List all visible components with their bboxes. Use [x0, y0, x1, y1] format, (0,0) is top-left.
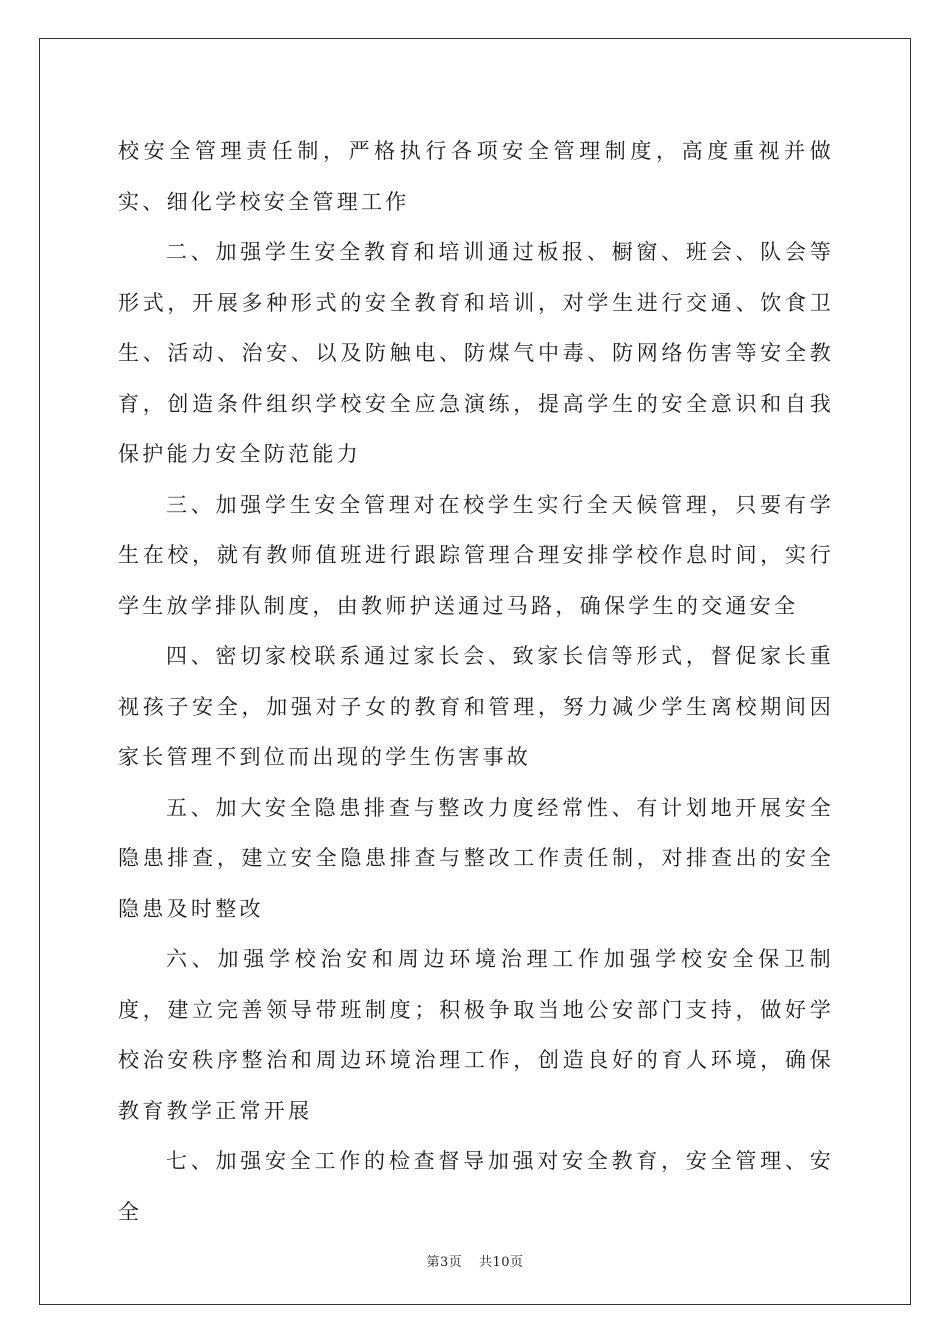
paragraph-2: 二、加强学生安全教育和培训通过板报、橱窗、班会、队会等形式，开展多种形式的安全教育和培训，对学生进行交通、饮食卫生、活动、治安、以及防触电、防煤气中毒、防网络伤害等安全教育，创造条件组织学校安全应急演练，提高学生的安全意识和自我保护能力安全防范能力 — [118, 240, 834, 466]
paragraph-1: 校安全管理责任制，严格执行各项安全管理制度，高度重视并做实、细化学校安全管理工作 — [118, 139, 834, 214]
paragraph-5: 五、加大安全隐患排查与整改力度经常性、有计划地开展安全隐患排查，建立安全隐患排查与整改工作责任制，对排查出的安全隐患及时整改 — [118, 795, 834, 921]
paragraph-6: 六、加强学校治安和周边环境治理工作加强学校安全保卫制度，建立完善领导带班制度；积极争取当地公安部门支持，做好学校治安秩序整治和周边环境治理工作，创造良好的育人环境，确保教育教学正常开展 — [118, 947, 834, 1123]
page-number: 第3页 — [426, 1255, 463, 1270]
document-body — [118, 126, 834, 1237]
paragraph-7: 七、加强安全工作的检查督导加强对安全教育，安全管理、安全 — [118, 1149, 834, 1224]
paragraph-4: 四、密切家校联系通过家长会、致家长信等形式，督促家长重视孩子安全，加强对子女的教育和管理，努力减少学生离校期间因家长管理不到位而出现的学生伤害事故 — [118, 644, 834, 769]
total-pages: 共10页 — [478, 1255, 524, 1270]
page-footer — [0, 1251, 950, 1270]
paragraph-3: 三、加强学生安全管理对在校学生实行全天候管理，只要有学生在校，就有教师值班进行跟踪管理合理安排学校作息时间，实行学生放学排队制度，由教师护送通过马路，确保学生的交通安全 — [118, 492, 834, 618]
